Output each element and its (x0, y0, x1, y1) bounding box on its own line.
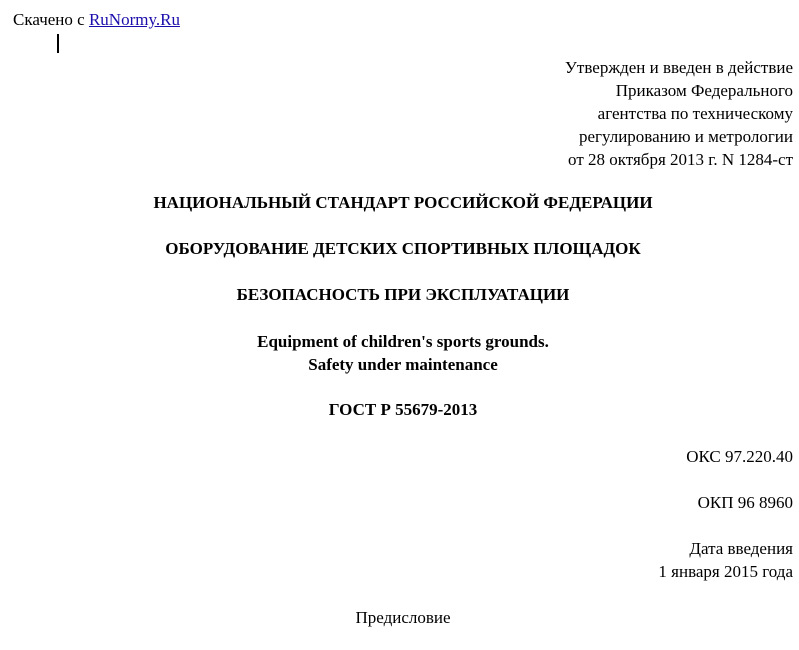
source-line (13, 9, 180, 31)
foreword-heading: Предисловие (355, 608, 451, 627)
approval-line: от 28 октября 2013 г. N 1284-ст (568, 150, 793, 169)
document-subtitle-ru: БЕЗОПАСНОСТЬ ПРИ ЭКСПЛУАТАЦИИ (236, 285, 570, 304)
approval-line: Приказом Федерального (615, 81, 793, 100)
approval-line: агентства по техническому (597, 104, 793, 123)
document-title-en-line2: Safety under maintenance (308, 355, 498, 374)
text-cursor (57, 34, 59, 53)
source-link[interactable]: RuNormy.Ru (88, 10, 180, 29)
approval-block (565, 56, 793, 171)
source-prefix: Скачено с (13, 10, 89, 29)
document-title-en-line1: Equipment of children's sports grounds. (257, 332, 549, 351)
approval-line: Утвержден и введен в действие (564, 58, 793, 77)
oks-code: ОКС 97.220.40 (686, 447, 793, 466)
introduction-date-label: Дата введения (689, 539, 793, 558)
approval-line: регулированию и метрологии (578, 127, 793, 146)
document-title-ru: ОБОРУДОВАНИЕ ДЕТСКИХ СПОРТИВНЫХ ПЛОЩАДОК (165, 239, 641, 258)
introduction-date: 1 января 2015 года (658, 562, 793, 581)
okp-code: ОКП 96 8960 (697, 493, 793, 512)
standard-designation: ГОСТ Р 55679-2013 (328, 400, 478, 419)
standard-type-heading: НАЦИОНАЛЬНЫЙ СТАНДАРТ РОССИЙСКОЙ ФЕДЕРАЦИИ (153, 193, 653, 212)
